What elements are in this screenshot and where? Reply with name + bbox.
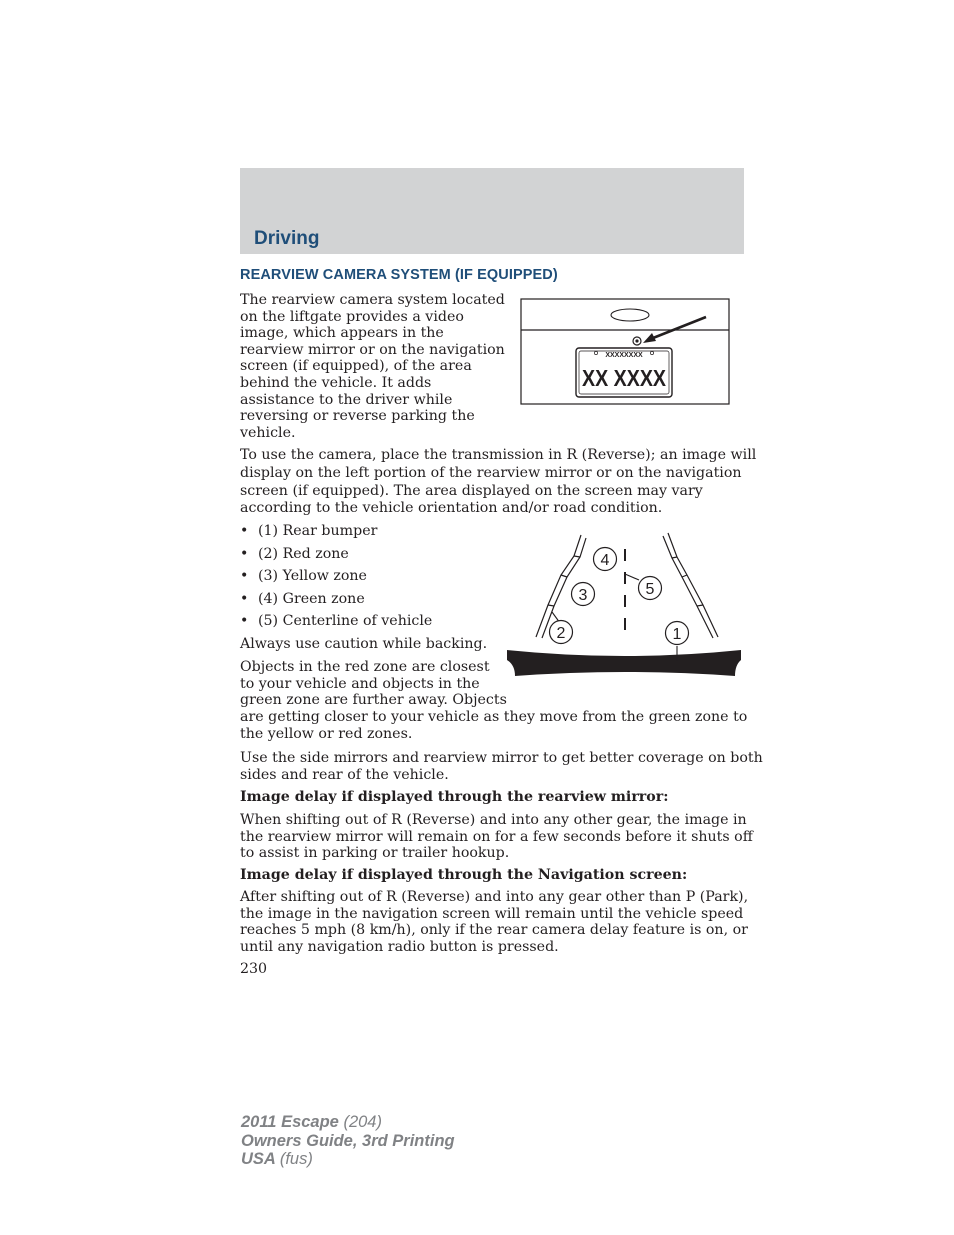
callout-3	[572, 583, 595, 606]
footer-model: 2011 Escape	[241, 1113, 339, 1131]
bullet-glyph: •	[240, 545, 249, 562]
liftgate-handle	[611, 309, 649, 321]
list-item	[240, 545, 432, 568]
text-line: image, which appears in the	[240, 325, 444, 342]
callout-label: 3	[578, 587, 588, 604]
header-title: Driving	[254, 228, 320, 249]
camera-zones-figure	[505, 530, 745, 680]
callout-label: 4	[600, 552, 610, 569]
text-line: assistance to the driver while	[240, 391, 453, 408]
footer-line-1	[241, 1113, 455, 1132]
usage-paragraph	[240, 447, 756, 518]
mirrors-paragraph	[240, 750, 763, 783]
nav-delay-paragraph	[240, 889, 748, 955]
text-line: the yellow or red zones.	[240, 726, 413, 743]
plate-small-text: XXXXXXXX	[605, 352, 643, 359]
callout-1	[666, 622, 689, 645]
list-item	[240, 612, 432, 635]
text-line: Use the side mirrors and rearview mirror to get better coverage on both	[240, 750, 763, 766]
callout-5	[639, 577, 662, 600]
text-line: behind the vehicle. It adds	[240, 374, 432, 391]
zone-legend-list	[240, 522, 432, 635]
text-line: are getting closer to your vehicle as they move from the green zone to	[240, 708, 748, 725]
text-line: the image in the navigation screen will remain until the vehicle speed	[240, 905, 744, 922]
zones-paragraph	[240, 659, 747, 744]
callout-label: 2	[556, 625, 566, 642]
document-footer	[241, 1113, 455, 1169]
page-number: 230	[240, 961, 268, 977]
callout-label: 1	[672, 626, 682, 643]
text-line: rearview mirror or on the navigation	[240, 341, 505, 358]
list-item	[240, 522, 432, 545]
footer-market-code: (fus)	[279, 1150, 313, 1168]
text-line: reversing or reverse parking the	[240, 408, 475, 425]
text-line: green zone are further away. Objects	[240, 692, 507, 709]
text-line: on the liftgate provides a video	[240, 308, 464, 325]
text-line: display on the left portion of the rearview mirror or on the navigation	[240, 464, 742, 481]
right-guide-line	[663, 533, 718, 638]
text-line: screen (if equipped), of the area	[240, 358, 472, 375]
text-line: according to the vehicle orientation and/or road condition.	[240, 500, 663, 517]
text-line: After shifting out of R (Reverse) and into any gear other than P (Park),	[240, 889, 749, 905]
bullet-glyph: •	[240, 523, 249, 539]
bullet-text: (4) Green zone	[258, 590, 365, 607]
mirror-delay-paragraph	[240, 812, 753, 862]
bullet-text: (5) Centerline of vehicle	[258, 613, 433, 630]
text-line: sides and rear of the vehicle.	[240, 766, 449, 783]
text-line: vehicle.	[240, 424, 296, 441]
list-item	[240, 590, 432, 613]
text-line: The rearview camera system located	[240, 292, 505, 308]
section-heading: REARVIEW CAMERA SYSTEM (IF EQUIPPED)	[240, 267, 558, 283]
bullet-text: (1) Rear bumper	[258, 523, 378, 539]
liftgate-camera-figure	[520, 298, 732, 406]
footer-model-code: (204)	[343, 1113, 382, 1131]
bullet-glyph: •	[240, 590, 249, 607]
bullet-glyph: •	[240, 568, 249, 585]
text-line: Objects in the red zone are closest	[240, 659, 490, 675]
intro-paragraph	[240, 292, 505, 441]
footer-line-2: Owners Guide, 3rd Printing	[241, 1131, 455, 1150]
callout-4	[594, 548, 617, 571]
text-line: to assist in parking or trailer hookup.	[240, 845, 510, 862]
mirror-delay-heading: Image delay if displayed through the rearview mirror:	[240, 789, 669, 805]
section-header-band	[240, 168, 744, 254]
text-line: until any navigation radio button is pressed.	[240, 938, 559, 955]
bullet-glyph: •	[240, 613, 249, 630]
callout-label: 5	[645, 581, 655, 598]
callout-2	[550, 621, 573, 644]
text-line: reaches 5 mph (8 km/h), only if the rear camera delay feature is on, or	[240, 922, 748, 939]
list-item	[240, 567, 432, 590]
text-line: To use the camera, place the transmission in R (Reverse); an image will	[240, 447, 757, 463]
footer-line-3	[241, 1150, 455, 1169]
plate-large-text: XX XXXX	[582, 365, 667, 391]
nav-delay-heading: Image delay if displayed through the Navigation screen:	[240, 867, 688, 883]
text-line: the rearview mirror will remain on for a few seconds before it shuts off	[240, 828, 753, 845]
footer-market: USA	[241, 1150, 276, 1168]
caution-text: Always use caution while backing.	[240, 636, 488, 652]
bullet-text: (3) Yellow zone	[258, 568, 367, 585]
text-line: screen (if equipped). The area displayed on the screen may vary	[240, 482, 703, 499]
bullet-text: (2) Red zone	[258, 545, 349, 562]
text-line: to your vehicle and objects in the	[240, 675, 480, 692]
text-line: When shifting out of R (Reverse) and into any other gear, the image in	[240, 812, 747, 828]
